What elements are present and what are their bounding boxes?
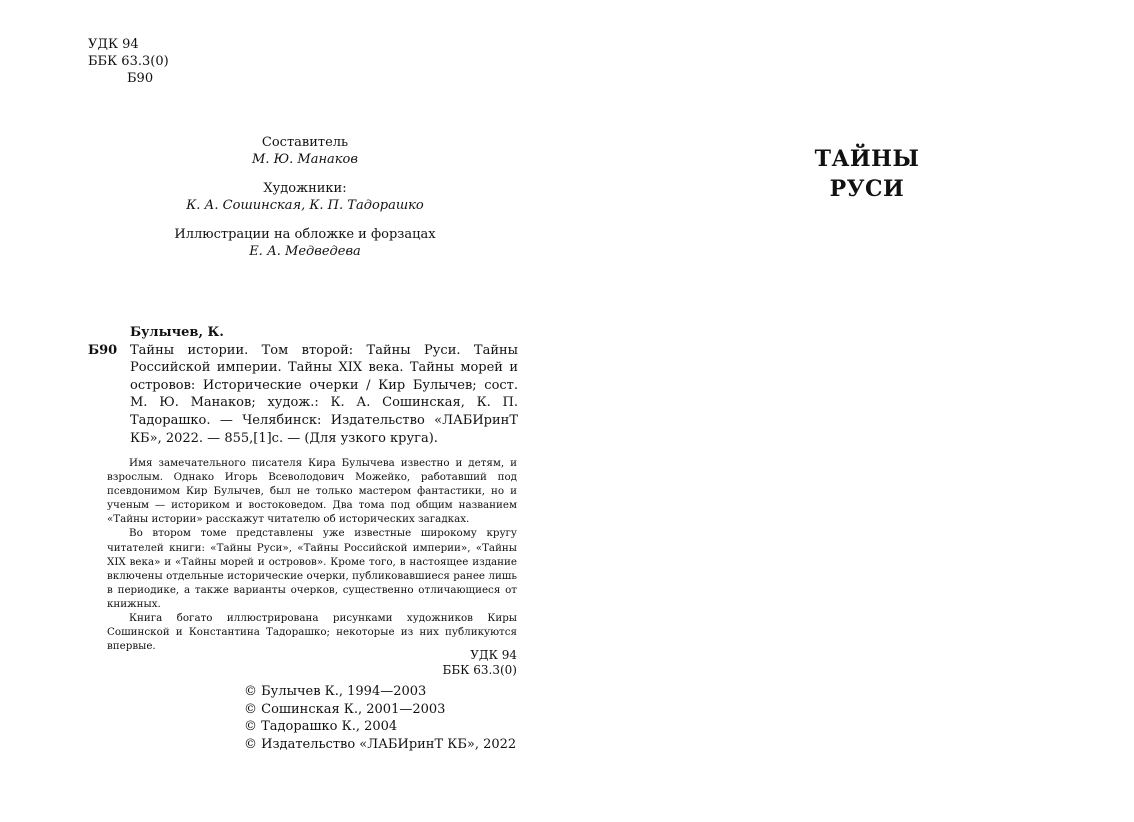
author-mark: Б90: [127, 71, 154, 86]
credit-name: К. А. Сошинская, К. П. Тадорашко: [186, 198, 424, 213]
copyright-line: © Тадорашко К., 2004: [244, 719, 398, 735]
record-description: Тайны истории. Том второй: Тайны Руси. Тайны Российской империи. Тайны XIX века. Тайны морей и островов: Исторические очерки / Кир Булычев; сост. М. Ю. Манаков; худож.: К. А. Сошинская, К. П. Тадорашко. — Челябинск: Издательство «ЛАБИринТ КБ», 2022. — 855,[1]с. — (Для узкого круга).: [130, 342, 518, 446]
title-line: ТАЙНЫ: [814, 146, 920, 172]
record-entry: [88, 342, 518, 448]
abstract-paragraph: Имя замечательного писателя Кира Булычева известно и детям, и взрослым. Однако Игорь Всеволодович Можейко, работавший под псевдонимом Кир Булычев, был не только мастером фантастики, но и ученым — историком и востоковедом. Два тома под общим названием «Тайны истории» расскажут читателю об исторических загадках.: [107, 457, 517, 526]
credit-role: Иллюстрации на обложке и форзацах: [174, 227, 436, 242]
copyright-line: © Булычев К., 1994—2003: [244, 684, 427, 699]
right-page: [567, 0, 1134, 822]
cover-illustrator-credit: [160, 226, 450, 260]
illustrators-credit: [160, 180, 450, 214]
book-title: [767, 144, 967, 204]
bibliographic-record: [88, 324, 518, 447]
record-mark: Б90: [88, 342, 118, 358]
abstract-paragraph: Книга богато иллюстрирована рисунками художников Киры Сошинской и Константина Тадорашко; некоторые из них публикуются впервые.: [107, 612, 517, 653]
copyright-block: [244, 683, 516, 753]
codes-block: [380, 648, 517, 678]
bbk-code: ББК 63.3(0): [88, 54, 169, 69]
credit-role: Художники:: [263, 181, 347, 196]
copyright-line: © Сошинская К., 2001—2003: [244, 701, 446, 717]
bbk-code-bottom: ББК 63.3(0): [442, 663, 517, 677]
record-author: Булычев, К.: [130, 325, 224, 340]
udk-code: УДК 94: [88, 37, 139, 52]
copyright-line: © Издательство «ЛАБИринТ КБ», 2022: [244, 736, 517, 752]
credit-name: М. Ю. Манаков: [252, 152, 358, 167]
classification-block: [88, 36, 169, 87]
abstract: [107, 456, 517, 653]
abstract-paragraph: Во втором томе представлены уже известные широкому кругу читателей книги: «Тайны Руси», «Тайны Российской империи», «Тайны XIX века» и «Тайны морей и островов». Кроме того, в настоящее издание включены отдельные исторические очерки, публиковавшиеся ранее лишь в периодике, а также варианты очерков, существенно отличающиеся от книжных.: [107, 527, 517, 610]
credit-role: Составитель: [261, 135, 349, 150]
compiler-credit: [160, 134, 450, 168]
udk-code-bottom: УДК 94: [470, 648, 517, 662]
credit-name: Е. А. Медведева: [249, 244, 361, 259]
title-line: РУСИ: [829, 176, 905, 202]
